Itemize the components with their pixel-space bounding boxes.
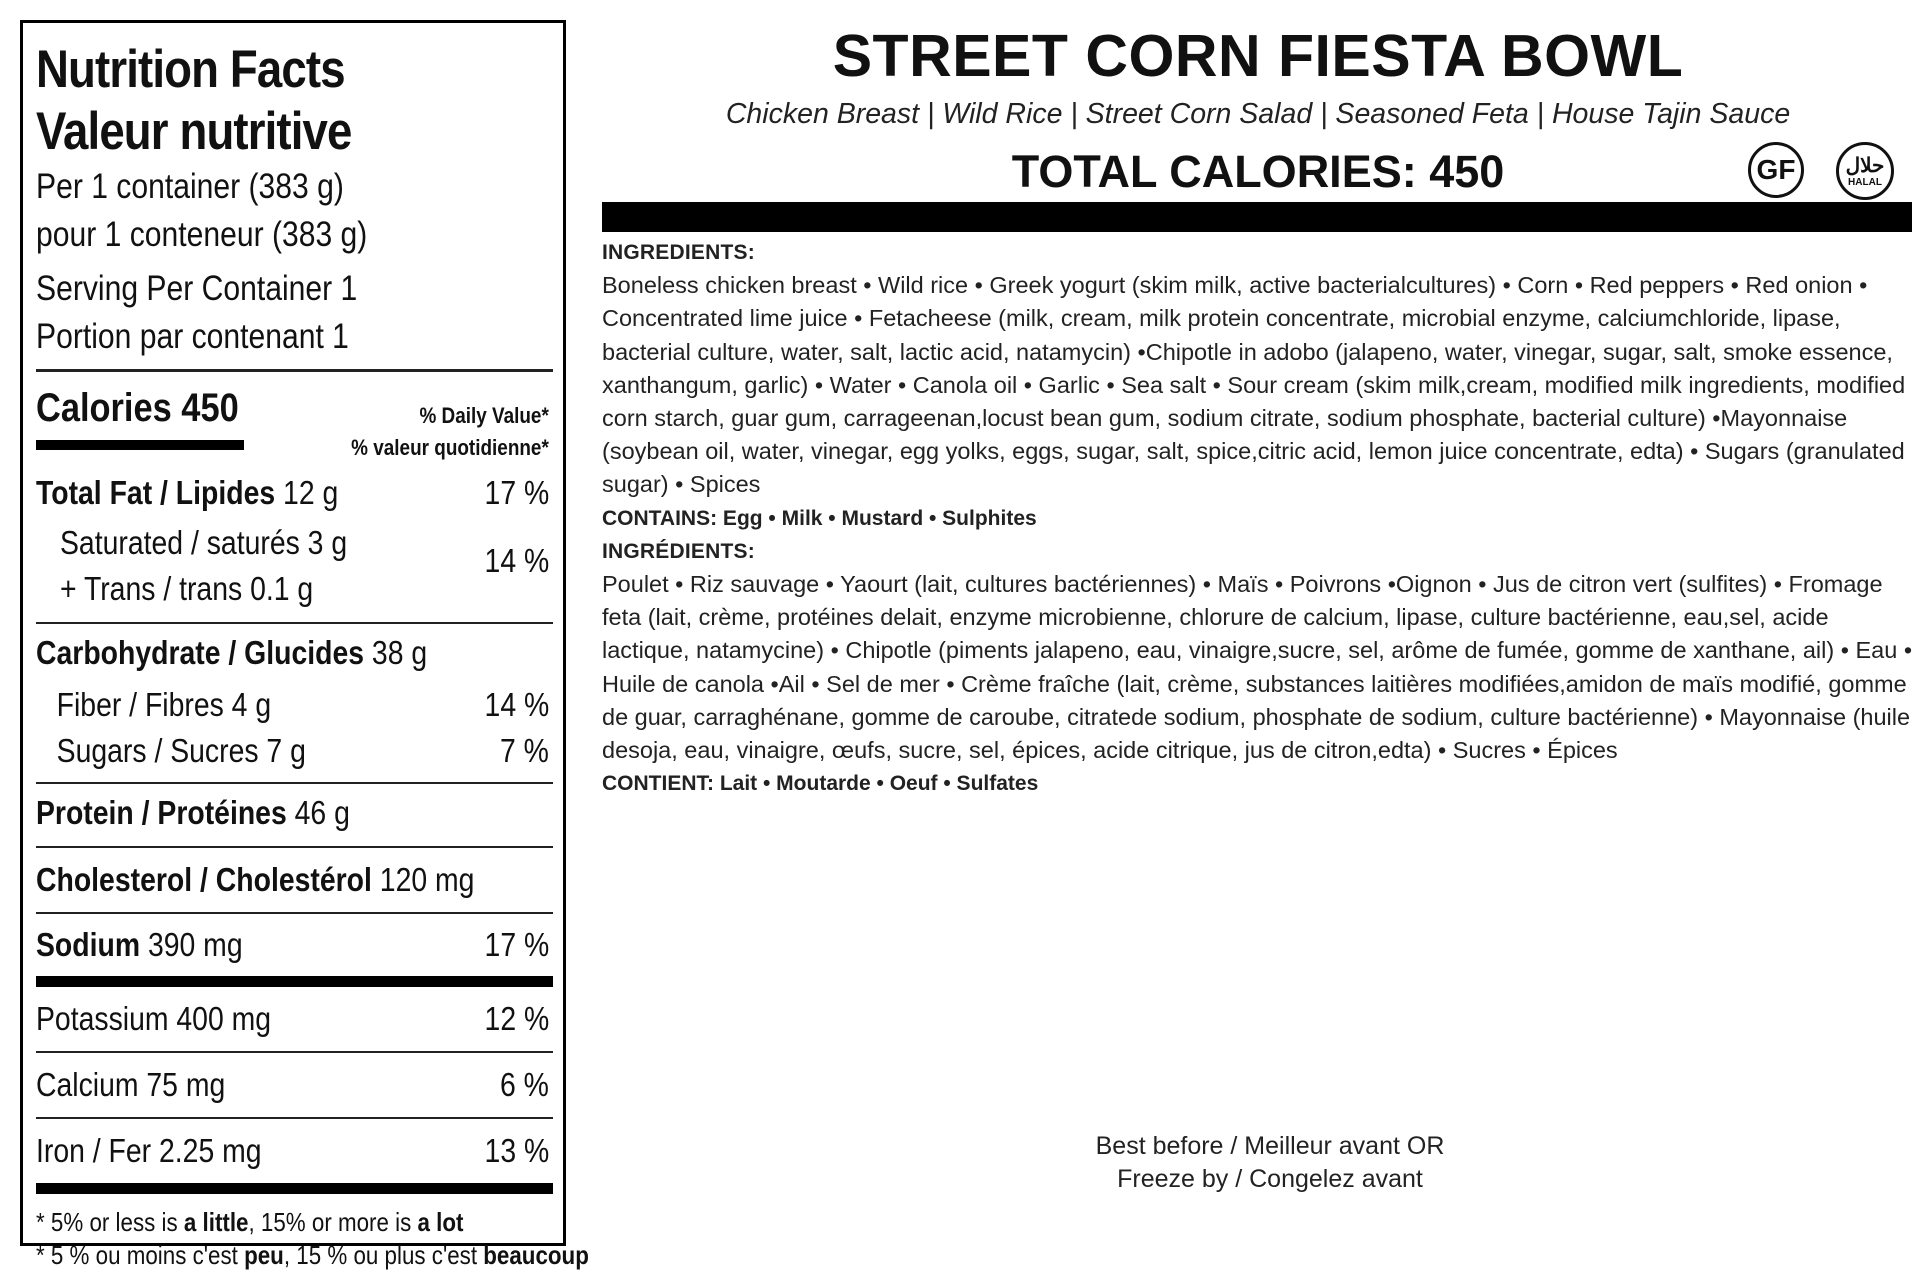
cholesterol-amount: 120 mg bbox=[371, 861, 475, 898]
halal-badge-icon bbox=[1836, 142, 1894, 200]
thick-divider bbox=[36, 1183, 553, 1194]
contains-en: CONTAINS: Egg • Milk • Mustard • Sulphites bbox=[602, 506, 1037, 530]
serving-per-container-fr: Portion par contenant 1 bbox=[36, 317, 349, 356]
sugars-pct: 7 % bbox=[500, 732, 549, 769]
footnote-fr bbox=[36, 1239, 589, 1272]
footnote-fr-text: * 5 % ou moins c'est bbox=[36, 1240, 245, 1270]
best-before-line: Best before / Meilleur avant OR bbox=[1095, 1132, 1445, 1160]
row-total-fat bbox=[36, 466, 553, 520]
ingredients-section bbox=[602, 236, 1918, 800]
sodium-amount: 390 mg bbox=[140, 926, 243, 963]
row-carbohydrate bbox=[36, 624, 553, 682]
total-fat-label: Total Fat / Lipides bbox=[36, 474, 276, 511]
carbohydrate-label: Carbohydrate / Glucides bbox=[36, 634, 365, 671]
halal-badge-arabic: حلال bbox=[1845, 154, 1885, 177]
gluten-free-badge-icon bbox=[1748, 142, 1804, 198]
gluten-free-badge-label: GF bbox=[1756, 154, 1796, 185]
calories-bar bbox=[36, 440, 244, 450]
calcium-label: Calcium 75 mg bbox=[36, 1066, 226, 1103]
row-cholesterol bbox=[36, 848, 553, 912]
total-calories: TOTAL CALORIES: 450 bbox=[1011, 146, 1505, 197]
nutrition-facts-panel bbox=[20, 20, 589, 1270]
sodium-label: Sodium bbox=[36, 926, 141, 963]
protein-label: Protein / Protéines bbox=[36, 794, 287, 831]
footnote-fr-beaucoup: beaucoup bbox=[483, 1240, 589, 1270]
footnote-en-lot: a lot bbox=[417, 1207, 464, 1237]
sugars-label: Sugars / Sucres 7 g bbox=[56, 732, 306, 769]
contains-fr: CONTIENT: Lait • Moutarde • Oeuf • Sulfates bbox=[602, 772, 1039, 796]
daily-value-en: % Daily Value* bbox=[419, 403, 549, 428]
row-protein bbox=[36, 784, 553, 842]
calories-label: Calories 450 bbox=[36, 386, 239, 430]
thick-divider bbox=[36, 976, 553, 987]
total-fat-amount: 12 g bbox=[275, 474, 339, 511]
product-title: STREET CORN FIESTA BOWL bbox=[832, 23, 1684, 89]
daily-value-header bbox=[351, 400, 549, 464]
calories-block bbox=[36, 372, 553, 466]
row-fiber bbox=[36, 682, 553, 728]
protein-amount: 46 g bbox=[286, 794, 350, 831]
per-container-en: Per 1 container (383 g) bbox=[36, 167, 344, 206]
footnote-en-text: * 5% or less is bbox=[36, 1207, 184, 1237]
fiber-label: Fiber / Fibres 4 g bbox=[56, 686, 272, 723]
footnote-en-little: a little bbox=[183, 1207, 249, 1237]
potassium-pct: 12 % bbox=[484, 1000, 549, 1037]
footnote-fr-text: , 15 % ou plus c'est bbox=[283, 1240, 484, 1270]
header-black-bar bbox=[602, 202, 1912, 232]
ingredients-header-en: INGREDIENTS: bbox=[602, 241, 755, 264]
total-fat-pct: 17 % bbox=[484, 474, 549, 511]
daily-value-fr: % valeur quotidienne* bbox=[351, 435, 549, 460]
saturated-label: Saturated / saturés 3 g bbox=[60, 524, 348, 561]
freeze-by-line: Freeze by / Congelez avant bbox=[1117, 1165, 1423, 1193]
cholesterol-label: Cholesterol / Cholestérol bbox=[36, 861, 372, 898]
product-subtitle: Chicken Breast | Wild Rice | Street Corn Salad | Seasoned Feta | House Tajin Sauce bbox=[725, 98, 1791, 130]
calcium-pct: 6 % bbox=[500, 1066, 549, 1103]
halal-badge-english: HALAL bbox=[1848, 176, 1882, 188]
row-sugars bbox=[36, 728, 553, 774]
iron-label: Iron / Fer 2.25 mg bbox=[36, 1132, 262, 1169]
row-calcium bbox=[36, 1053, 553, 1117]
row-iron bbox=[36, 1119, 553, 1183]
trans-label: + Trans / trans 0.1 g bbox=[60, 570, 314, 607]
sodium-pct: 17 % bbox=[484, 926, 549, 963]
ingredients-header-fr: INGRÉDIENTS: bbox=[602, 539, 755, 563]
nutrition-title-en: Nutrition Facts bbox=[36, 40, 345, 99]
row-potassium bbox=[36, 987, 553, 1051]
row-sat-trans bbox=[36, 520, 553, 612]
ingredients-text-fr: Poulet • Riz sauvage • Yaourt (lait, cultures bactériennes) • Maïs • Poivrons •Oignon • Jus de citron vert (sulfites) • Fromage feta (lait, crème, protéines delait, enzyme microbienne, chlorure de calcium, lipase, culture bactérienne, eau,sel, acide lactique, natamycine) • Chipotle (piments jalapeno, eau, vinaigre,sucre, sel, arôme de fumée, gomme de xanthane, ail) • Eau • Huile de canola •Ail • Sel de mer • Crème fraîche (lait, crème, substances laitières modifiées,amidon de maïs modifié, gomme de guar, carraghénane, gomme de caroube, citratede sodium, phosphate de sodium, culture bactérienne) • Mayonnaise (huile desoja, eau, vinaigre, œufs, sucre, sel, épices, acide citrique, jus de citron,edta) • Sucres • Épices bbox=[602, 571, 1913, 764]
row-sodium bbox=[36, 914, 553, 976]
iron-pct: 13 % bbox=[484, 1132, 549, 1169]
footnote-en-text: , 15% or more is bbox=[248, 1207, 418, 1237]
footnote-fr-peu: peu bbox=[244, 1240, 284, 1270]
fiber-pct: 14 % bbox=[484, 686, 549, 723]
potassium-label: Potassium 400 mg bbox=[36, 1000, 272, 1037]
best-before-block bbox=[1040, 1130, 1500, 1196]
ingredients-text-en: Boneless chicken breast • Wild rice • Greek yogurt (skim milk, active bacterialcultures) • Corn • Red peppers • Red onion • Concentrated lime juice • Fetacheese (milk, cream, milk protein concentrate, microbial enzyme, calciumchloride, lipase, bacterial culture, water, salt, lactic acid, natamycin) •Chipotle in adobo (jalapeno, water, vinegar, sugar, salt, smoke essence, xanthangum, garlic) • Water • Canola oil • Garlic • Sea salt • Sour cream (skim milk,cream, modified milk ingredients, modified corn starch, guar gum, carrageenan,locust bean gum, sodium citrate, sodium phosphate, bacterial culture) •Mayonnaise (soybean oil, water, vinegar, egg yolks, eggs, sugar, salt, spice,citric acid, lemon juice concentrate, edta) • Sugars (granulated sugar) • Spices bbox=[602, 272, 1906, 498]
per-container-fr: pour 1 conteneur (383 g) bbox=[36, 215, 368, 254]
sat-trans-pct: 14 % bbox=[484, 542, 549, 579]
carbohydrate-amount: 38 g bbox=[364, 634, 428, 671]
footnote-en bbox=[36, 1206, 481, 1239]
nutrition-title-fr: Valeur nutritive bbox=[36, 102, 352, 161]
serving-per-container-en: Serving Per Container 1 bbox=[36, 269, 358, 308]
